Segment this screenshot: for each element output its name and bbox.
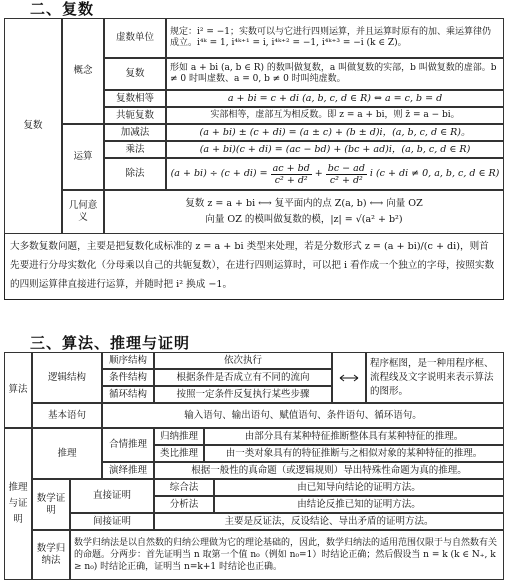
- geometry-label: 几何意义: [62, 190, 104, 234]
- reasoning-label: 推理: [32, 428, 102, 479]
- math-induction-label: 数学归纳法: [32, 530, 70, 580]
- logic-structure-label: 逻辑结构: [32, 352, 102, 403]
- complex-number-label: 复数: [104, 58, 166, 90]
- multiply-label: 乘法: [104, 141, 166, 158]
- divide-plus: +: [314, 168, 323, 180]
- reasoning-proof-label: 推理与证明: [4, 428, 32, 580]
- math-proof-label: 数学证明: [32, 479, 70, 530]
- deduction-label: 演绎推理: [102, 462, 154, 479]
- sequential-text: 依次执行: [154, 352, 332, 369]
- add-sub-label: 加减法: [104, 124, 166, 141]
- complex-note: 大多数复数问题，主要是把复数化成标准的 z = a + bi 类型来处理，若是分数形式 z = (a + bi)/(c + di)，则首先要进行分母实数化（分母乘以自己的共轭复数），在进行四则运算时，可以把 i 看作成一个独立的字母，按照实数的四则运算律直接进行运算，并随时把 i² 换成 −1。: [4, 234, 504, 300]
- basic-statements-label: 基本语句: [32, 403, 102, 428]
- double-arrow-icon: [332, 352, 366, 403]
- basic-statements-text: 输入语句、输出语句、赋值语句、条件语句、循环语句。: [102, 403, 504, 428]
- geometry-line-2: 向量 OZ 的模叫做复数的模，|z| = √(a² + b²): [205, 214, 403, 225]
- geometry-line-1: 复数 z = a + bi ⟷ 复平面内的点 Z(a, b) ⟷ 向量 OZ: [185, 198, 423, 210]
- section-title-complex: 二、复数: [30, 0, 95, 18]
- math-induction-text: 数学归纳法是以自然数的归纳公理做为它的理论基础的，因此，数学归纳法的适用范围仅限于与自然数有关的命题。分两步：首先证明当 n 取第一个值 n₀（例如 n₀=1）时结论正确；然后假设当 n = k (k ∈ N₊, k ≥ n₀) 时结论正确，证明当 n=k+1 时结论也正确。: [70, 530, 504, 580]
- synthesis-label: 综合法: [154, 479, 214, 496]
- indirect-proof-text: 主要是反证法，反设结论、导出矛盾的证明方法。: [154, 513, 504, 530]
- synthesis-text: 由已知导向结论的证明方法。: [214, 479, 504, 496]
- loop-text: 按照一定条件反复执行某些步骤: [154, 386, 332, 403]
- divide-formula: [166, 158, 504, 190]
- divide-left: (a + bi) ÷ (c + di) =: [170, 168, 268, 180]
- deduction-text: 根据一般性的真命题（或逻辑规则）导出特殊性命题为真的推理。: [154, 462, 504, 479]
- induction-label: 归纳推理: [154, 428, 204, 445]
- divide-label: 除法: [104, 158, 166, 190]
- complex-root-label: 复数: [4, 18, 62, 234]
- complex-equal-text: a + bi = c + di (a, b, c, d ∈ R) ⇔ a = c, b = d: [166, 90, 504, 107]
- plausible-label: 合情推理: [102, 428, 154, 462]
- analogy-label: 类比推理: [154, 445, 204, 462]
- analysis-label: 分析法: [154, 496, 214, 513]
- conjugate-text: 实部相等，虚部互为相反数。即 z = a + bi，则 z̄ = a − bi。: [166, 107, 504, 124]
- divide-right: i (c + di ≠ 0, a, b, c, d ∈ R): [369, 168, 500, 180]
- loop-label: 循环结构: [102, 386, 154, 403]
- divide-num-2: bc − ad: [327, 162, 365, 174]
- divide-den-1: c² + d²: [274, 174, 308, 186]
- indirect-proof-label: 间接证明: [70, 513, 154, 530]
- complex-number-text: 形如 a + bi (a, b ∈ R) 的数叫做复数，a 叫做复数的实部，b 叫做复数的虚部。b ≠ 0 时叫虚数、a = 0, b ≠ 0 时叫纯虚数。: [166, 58, 504, 90]
- divide-num-1: ac + bd: [272, 162, 310, 174]
- algorithm-label: 算法: [4, 352, 32, 428]
- flowchart-text: 程序框图，是一种用程序框、流程线及文字说明来表示算法的图形。: [366, 352, 504, 403]
- geometry-text: [104, 190, 504, 234]
- multiply-text: (a + bi)(c + di) = (ac − bd) + (bc + ad)i，(a, b, c, d ∈ R): [166, 141, 504, 158]
- induction-text: 由部分具有某种特征推断整体具有某种特征的推理。: [204, 428, 504, 445]
- divide-fraction-2: [326, 163, 367, 186]
- conditional-label: 条件结构: [102, 369, 154, 386]
- imaginary-unit-label: 虚数单位: [104, 18, 166, 58]
- divide-fraction-1: [271, 163, 312, 186]
- section-title-algorithm: 三、算法、推理与证明: [30, 334, 191, 352]
- direct-proof-label: 直接证明: [70, 479, 154, 513]
- divide-den-2: c² + d²: [329, 174, 363, 186]
- operations-label: 运算: [62, 124, 104, 190]
- conjugate-label: 共轭复数: [104, 107, 166, 124]
- analysis-text: 由结论反推已知的证明方法。: [214, 496, 504, 513]
- imaginary-unit-text: 规定：i² = −1；实数可以与它进行四则运算，并且运算时原有的加、乘运算律仍成立。i⁴ᵏ = 1, i⁴ᵏ⁺¹ = i, i⁴ᵏ⁺² = −1, i⁴ᵏ⁺³ = −i (k ∈ Z)。: [166, 18, 504, 58]
- concept-label: 概念: [62, 18, 104, 124]
- analogy-text: 由一类对象具有的特征推断与之相似对象的某种特征的推理。: [204, 445, 504, 462]
- sequential-label: 顺序结构: [102, 352, 154, 369]
- conditional-text: 根据条件是否成立有不同的流向: [154, 369, 332, 386]
- complex-equal-label: 复数相等: [104, 90, 166, 107]
- add-sub-text: (a + bi) ± (c + di) = (a ± c) + (b ± d)i，(a, b, c, d ∈ R)。: [166, 124, 504, 141]
